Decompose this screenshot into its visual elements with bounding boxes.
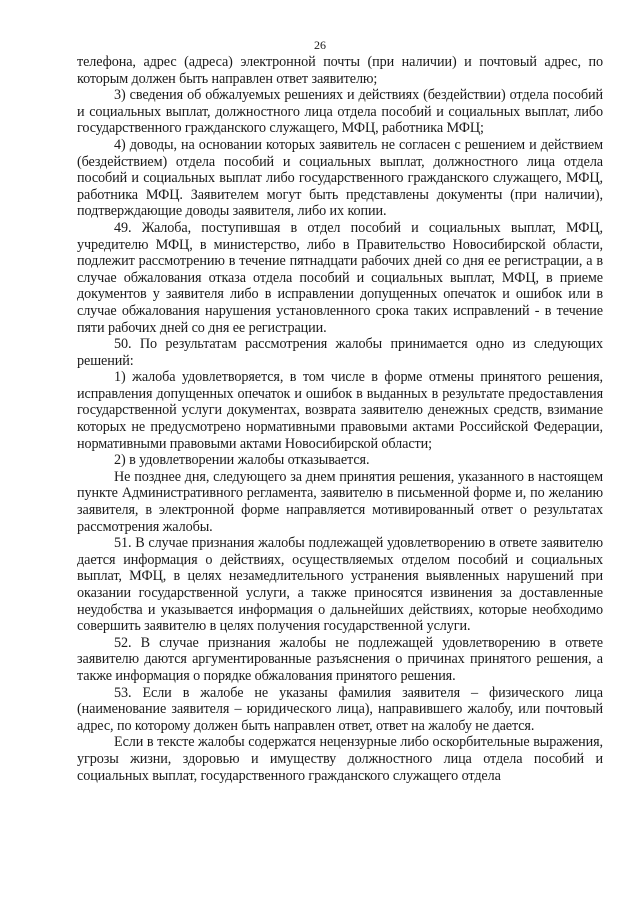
paragraph-decision-2: 2) в удовлетворении жалобы отказывается. [114, 452, 370, 469]
paragraph-clause-49: 49. Жалоба, поступившая в отдел пособий и социальных выплат, МФЦ, учредителю МФЦ, в министерство, либо в Правительство Новосибирской области, подлежит рассмотрению в течение пятнадцати рабочих дней со дня ее регистрации, а в случае обжалования отказа отдела пособий и социальных выплат, МФЦ, в приеме документов у заявителя либо в исправлении допущенных опечаток и ошибок или в случае обжалования нарушения установленного срока таких исправлений - в течение пяти рабочих дней со дня ее регистрации. [77, 219, 603, 336]
paragraph-continuation: телефона, адрес (адреса) электронной почты (при наличии) и почтовый адрес, по которым должен быть направлен ответ заявителю; [77, 54, 603, 87]
paragraph-answer-deadline: Не позднее дня, следующего за днем принятия решения, указанного в настоящем пункте Административного регламента, заявителю в письменной форме и, по желанию заявителя, в электронной форме направляется мотивированный ответ о результатах рассмотрения жалобы. [77, 468, 603, 535]
page-number: 26 [314, 38, 326, 52]
paragraph-decision-1: 1) жалоба удовлетворяется, в том числе в форме отмены принятого решения, исправления допущенных опечаток и ошибок в выданных в результате предоставления государственной услуги документах, возврата заявителю денежных средств, взимание которых не предусмотрено нормативными правовыми актами Российской Федерации, нормативными правовыми актами Новосибирской области; [77, 369, 603, 452]
paragraph-clause-53: 53. Если в жалобе не указаны фамилия заявителя – физического лица (наименование заявителя – юридического лица), направившего жалобу, или почтовый адрес, по которому должен быть направлен ответ, ответ на жалобу не дается. [77, 684, 603, 734]
paragraph-clause-51: 51. В случае признания жалобы подлежащей удовлетворению в ответе заявителю дается информация о действиях, осуществляемых отделом пособий и социальных выплат, МФЦ, в целях незамедлительного устранения выявленных нарушений при оказании государственной услуги, а также приносятся извинения за доставленные неудобства и указывается информация о дальнейших действиях, которые необходимо совершить заявителю в целях получения государственной услуги. [77, 535, 603, 635]
paragraph-item-4: 4) доводы, на основании которых заявитель не согласен с решением и действием (бездействием) отдела пособий и социальных выплат, должностного лица отдела пособий и социальных выплат либо государственного гражданского служащего, МФЦ, работника МФЦ. Заявителем могут быть представлены документы (при наличии), подтверждающие доводы заявителя, либо их копии. [77, 136, 603, 220]
paragraph-clause-50: 50. По результатам рассмотрения жалобы принимается одно из следующих решений: [77, 336, 603, 369]
document-body [77, 54, 603, 784]
paragraph-offensive-content: Если в тексте жалобы содержатся нецензурные либо оскорбительные выражения, угрозы жизни, здоровью и имуществу должностного лица отдела пособий и социальных выплат, государственного гражданского служащего отдела [77, 734, 603, 784]
paragraph-clause-52: 52. В случае признания жалобы не подлежащей удовлетворению в ответе заявителю даются аргументированные разъяснения о причинах принятого решения, а также информация о порядке обжалования принятого решения. [77, 634, 603, 684]
paragraph-item-3: 3) сведения об обжалуемых решениях и действиях (бездействии) отдела пособий и социальных выплат, должностного лица отдела пособий и социальных выплат, либо государственного гражданского служащего, МФЦ, работника МФЦ; [77, 87, 603, 137]
